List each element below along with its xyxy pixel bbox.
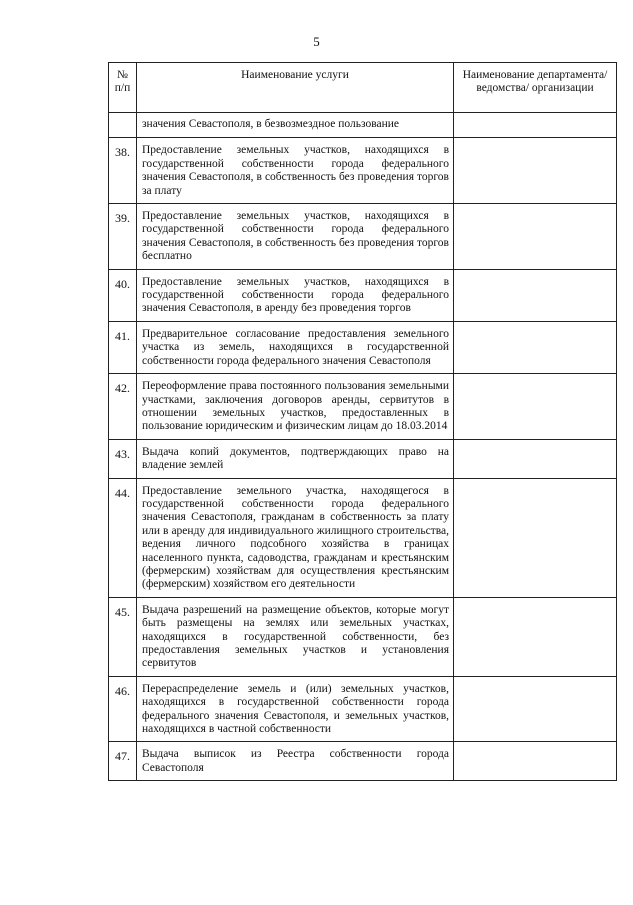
header-service-label: Наименование услуги (241, 69, 349, 81)
header-num-label: № п/п (114, 69, 131, 94)
header-department-label: Наименование департамента/ведомства/ организации (462, 69, 608, 94)
row-service-cell (137, 742, 454, 781)
row-num: 40. (109, 269, 137, 321)
row-num: 47. (109, 742, 137, 781)
table-row (109, 597, 617, 676)
row-service-text: Перераспределение земель и (или) земельных участков, находящихся в государственной собственности города федерального значения Севастополя, и земельных участков, находящихся в частной собственности (142, 682, 449, 736)
services-table (108, 62, 617, 781)
header-num (109, 63, 137, 113)
row-num: 43. (109, 439, 137, 478)
row-department-cell (454, 478, 617, 597)
row-num: 45. (109, 597, 137, 676)
table-row-continuation (109, 113, 617, 138)
row-num: 46. (109, 676, 137, 742)
row-service-cell (137, 138, 454, 204)
header-department (454, 63, 617, 113)
row-service-text: Выдача копий документов, подтверждающих право на владение землей (142, 445, 449, 472)
row-department-cell (454, 321, 617, 373)
row-service-cell (137, 439, 454, 478)
table-row (109, 204, 617, 270)
table-row (109, 321, 617, 373)
page-number: 5 (313, 34, 320, 49)
row-num-cell (109, 113, 137, 138)
row-department-cell (454, 204, 617, 270)
row-num: 42. (109, 374, 137, 440)
row-service-cell (137, 478, 454, 597)
row-service-cell (137, 204, 454, 270)
row-department-cell (454, 138, 617, 204)
row-department-cell (454, 597, 617, 676)
table-row (109, 439, 617, 478)
header-service (137, 63, 454, 113)
table-row (109, 138, 617, 204)
table-row (109, 374, 617, 440)
table-row (109, 742, 617, 781)
row-service-cell (137, 374, 454, 440)
row-num: 39. (109, 204, 137, 270)
row-service-cell (137, 321, 454, 373)
row-service-text: Выдача выписок из Реестра собственности города Севастополя (142, 748, 449, 774)
row-num: 41. (109, 321, 137, 373)
table-row (109, 676, 617, 742)
row-service-cell (137, 676, 454, 742)
row-department-cell (454, 269, 617, 321)
row-service-text: Предварительное согласование предоставления земельного участка из земель, находящихся в государственной собственности города федерального значения Севастополя (142, 327, 449, 367)
table-row (109, 269, 617, 321)
row-service-text: Переоформление права постоянного пользования земельными участками, заключения договоров аренды, сервитутов в отношении земельных участков, предоставленных в пользование юридическим и физическим лицам до 18.03.2014 (142, 380, 449, 433)
row-service-text: Предоставление земельных участков, находящихся в государственной собственности города федерального значения Севастополя, в собственность без проведения торгов бесплатно (142, 210, 449, 263)
row-service-text: Выдача разрешений на размещение объектов, которые могут быть размещены на землях или земельных участках, находящихся в государственной собственности, без предоставления земельных участков и установления сервитутов (142, 603, 449, 670)
row-department-cell (454, 113, 617, 138)
row-department-cell (454, 676, 617, 742)
row-num: 38. (109, 138, 137, 204)
table-header-row (109, 63, 617, 113)
table-row (109, 478, 617, 597)
row-department-cell (454, 742, 617, 781)
row-service-text: Предоставление земельного участка, находящегося в государственной собственности города федерального значения Севастополя, гражданам в собственность за плату или в аренду для индивидуального жилищного строительства, ведения личного подсобного хозяйства в границах населенного пункта, садоводства, гражданам и крестьянским (фермерским) хозяйствам для осуществления крестьянским (фермерским) хозяйством его деятельности (142, 484, 449, 591)
row-service-cell (137, 113, 454, 138)
row-service-text: Предоставление земельных участков, находящихся в государственной собственности города федерального значения Севастополя, в аренду без проведения торгов (142, 275, 449, 315)
continuation-text: значения Севастополя, в безвозмездное пользование (142, 118, 400, 130)
row-service-cell (137, 269, 454, 321)
row-service-cell (137, 597, 454, 676)
row-service-text: Предоставление земельных участков, находящихся в государственной собственности города федерального значения Севастополя, в собственность без проведения торгов за плату (142, 144, 449, 197)
row-num: 44. (109, 478, 137, 597)
row-department-cell (454, 439, 617, 478)
row-department-cell (454, 374, 617, 440)
